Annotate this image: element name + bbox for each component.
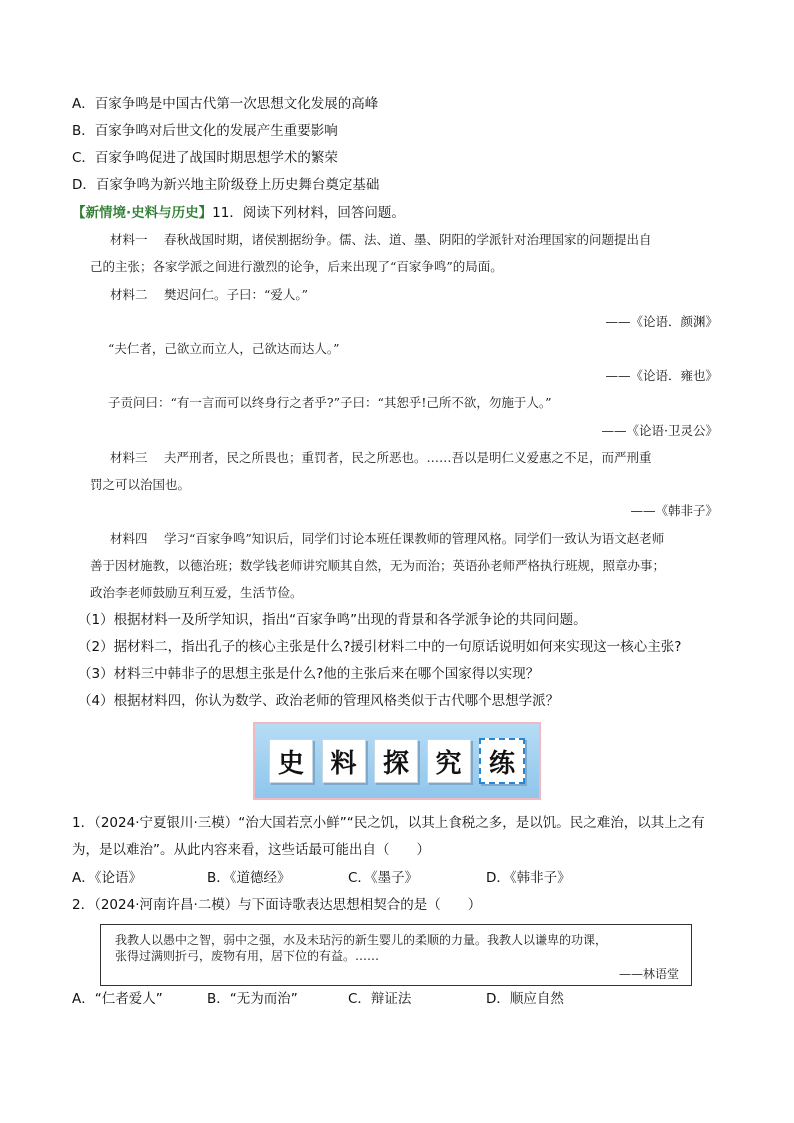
material-3-line-2: 罚之可以治国也。 (90, 477, 191, 492)
practice-1-stem-line-1: 1．（2024·宁夏银川·三模）“治大国若烹小鲜”“民之饥，以其上食税之多，是以饥。民之难治，以其上之有 (72, 815, 705, 831)
practice-1-stem-line-2: 为，是以难治”。从此内容来看，这些话最可能出自（ ） (72, 842, 430, 858)
sub-question-3: （3）材料三中韩非子的思想主张是什么?他的主张后来在哪个国家得以实现？ (78, 666, 540, 682)
option-b: B．百家争鸣对后世文化的发展产生重要影响 (72, 123, 338, 139)
material-2-source-2: ——《论语．雍也》 (605, 368, 718, 383)
practice-2-option-b: B．“无为而治” (207, 991, 298, 1007)
poem-source: ——林语堂 (618, 967, 679, 981)
banner-char-5: 练 (479, 738, 525, 784)
banner-char-2: 料 (322, 739, 366, 783)
option-d: D．百家争鸣为新兴地主阶级登上历史舞台奠定基础 (72, 177, 380, 193)
banner-char-3: 探 (374, 739, 418, 783)
sub-question-1: （1）根据材料一及所学知识，指出“百家争鸣”出现的背景和各学派争论的共同问题。 (78, 612, 587, 628)
option-c: C．百家争鸣促进了战国时期思想学术的繁荣 (72, 150, 338, 166)
banner-char-4: 究 (427, 739, 471, 783)
practice-2-option-c: C．辩证法 (348, 991, 412, 1007)
material-3-source: ——《韩非子》 (630, 503, 718, 518)
poem-quote-box (100, 924, 692, 986)
option-a: A．百家争鸣是中国古代第一次思想文化发展的高峰 (72, 96, 379, 112)
banner-char-1: 史 (269, 739, 313, 783)
sub-question-4: （4）根据材料四，你认为数学、政治老师的管理风格类似于古代哪个思想学派？ (78, 693, 560, 709)
question-11-stem (72, 204, 405, 222)
material-2-source-1: ——《论语．颜渊》 (605, 314, 718, 329)
practice-1-option-a: A．《论语》 (72, 870, 142, 886)
material-2-line-1: 材料二 樊迟问仁。子曰：“爱人。” (110, 287, 309, 302)
practice-1-option-b: B．《道德经》 (207, 870, 291, 886)
material-2-line-2: “夫仁者，己欲立而立人，己欲达而达人。” (108, 341, 340, 356)
poem-line-1: 我教人以愚中之智，弱中之强，水及未玷污的新生婴儿的柔顺的力量。我教人以谦卑的功课， (115, 933, 608, 947)
material-2-line-3: 子贡问曰：“有一言而可以终身行之者乎?”子曰：“其恕乎!己所不欲，勿施于人。” (108, 395, 552, 410)
material-4-line-1: 材料四 学习“百家争鸣”知识后，同学们讨论本班任课教师的管理风格。同学们一致认为语文赵老师 (110, 531, 665, 546)
material-4-line-3: 政治李老师鼓励互利互爱，生活节俭。 (90, 585, 303, 600)
question-tag: 【新情境·史料与历史】 (72, 205, 213, 221)
material-1-line-2: 己的主张；各家学派之间进行激烈的论争，后来出现了“百家争鸣”的局面。 (90, 259, 503, 274)
material-1-line-1: 材料一 春秋战国时期，诸侯割据纷争。儒、法、道、墨、阴阳的学派针对治理国家的问题提出自 (110, 232, 652, 247)
poem-line-2: 张得过满则折弓，废物有用，居下位的有益。…… (115, 949, 380, 963)
question-11-text: 11．阅读下列材料，回答问题。 (212, 205, 405, 221)
practice-1-option-d: D．《韩非子》 (486, 870, 571, 886)
material-2-source-3: ——《论语·卫灵公》 (601, 423, 718, 438)
material-3-line-1: 材料三 夫严刑者，民之所畏也；重罚者，民之所恶也。……吾以是明仁义爱惠之不足，而严刑重 (110, 450, 652, 465)
sub-question-2: （2）据材料二，指出孔子的核心主张是什么?援引材料二中的一句原话说明如何来实现这一核心主张? (78, 639, 682, 655)
material-4-line-2: 善于因材施教，以德治班；数学钱老师讲究顺其自然，无为而治；英语孙老师严格执行班规，照章办事； (90, 558, 666, 573)
practice-1-option-c: C．《墨子》 (348, 870, 419, 886)
practice-2-option-a: A．“仁者爱人” (72, 991, 163, 1007)
practice-2-option-d: D．顺应自然 (486, 991, 564, 1007)
banner-tiles (265, 734, 529, 788)
practice-2-stem: 2．（2024·河南许昌·二模）与下面诗歌表达思想相契合的是（ ） (72, 897, 482, 913)
section-banner (253, 722, 541, 800)
